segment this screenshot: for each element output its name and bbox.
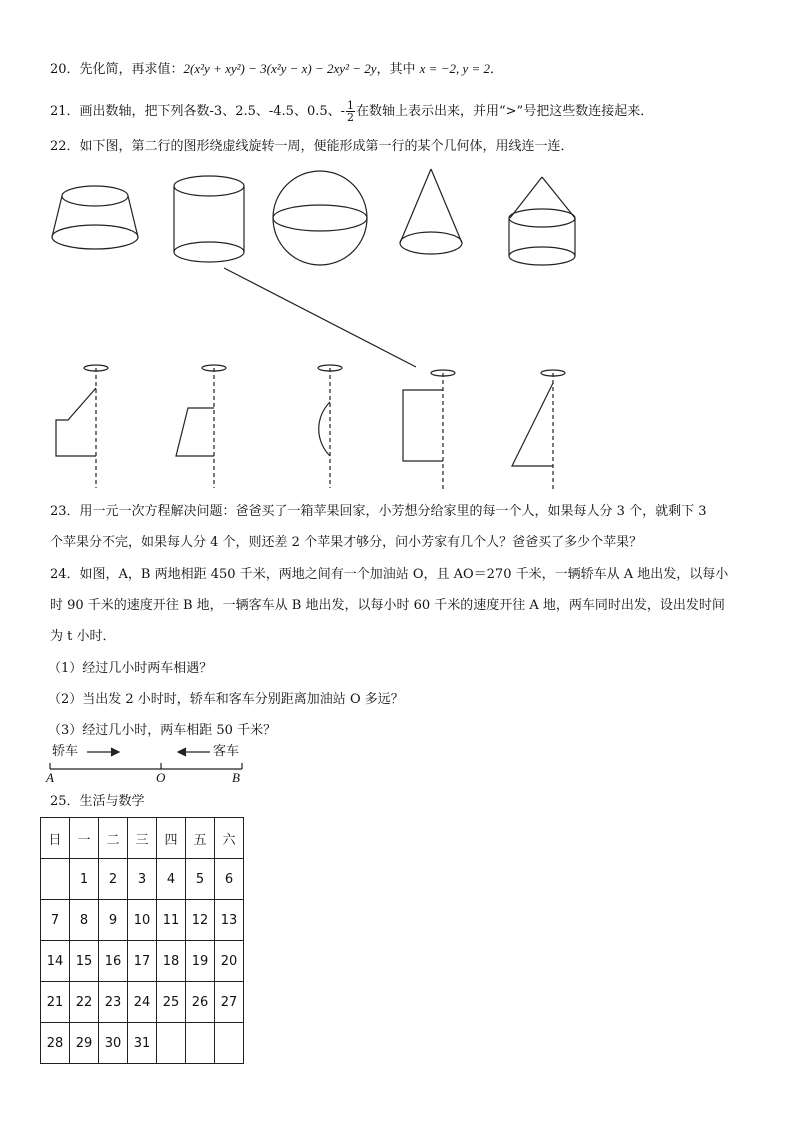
- weekday-header: 日: [41, 818, 70, 859]
- weekday-header: 四: [157, 818, 186, 859]
- q21-frac-numerator: 1: [347, 99, 355, 112]
- calendar-cell: 15: [70, 941, 99, 982]
- cone-on-cylinder-icon: [509, 177, 575, 265]
- semicircle-profile-icon: [318, 365, 342, 488]
- calendar-cell: 2: [99, 859, 128, 900]
- calendar-cell: 8: [70, 900, 99, 941]
- weekday-header: 五: [186, 818, 215, 859]
- q20-prefix: 20．先化简，再求值：: [50, 62, 184, 77]
- question-24-sub2: （2）当出发 2 小时时，轿车和客车分别距离加油站 O 多远？: [48, 692, 404, 707]
- rectangle-profile-icon: [403, 370, 455, 490]
- calendar-cell: 4: [157, 859, 186, 900]
- calendar-cell: 14: [41, 941, 70, 982]
- calendar-cell: [215, 1023, 244, 1064]
- calendar-cell: 12: [186, 900, 215, 941]
- calendar-cell: 16: [99, 941, 128, 982]
- calendar-cell: 5: [186, 859, 215, 900]
- calendar-week-row: [41, 1023, 244, 1064]
- calendar-table: [40, 817, 244, 1064]
- point-b-label: B: [232, 770, 240, 785]
- trapezoid-cone-profile-icon: [56, 365, 108, 488]
- q20-condition: x = −2, y = 2: [419, 61, 491, 76]
- car-label: 轿车: [52, 744, 79, 759]
- cylinder-icon: [174, 176, 244, 262]
- calendar-cell: 17: [128, 941, 157, 982]
- calendar-cell: 11: [157, 900, 186, 941]
- calendar-cell: 18: [157, 941, 186, 982]
- question-24-line1: 24．如图，A，B 两地相距 450 千米，两地之间有一个加油站 O，且 AO＝270 千米，一辆轿车从 A 地出发，以每小: [50, 567, 729, 582]
- cone-icon: [400, 169, 462, 254]
- sphere-icon: [273, 171, 367, 265]
- calendar-cell: 6: [215, 859, 244, 900]
- calendar-cell: 21: [41, 982, 70, 1023]
- calendar-cell: 7: [41, 900, 70, 941]
- weekday-header: 六: [215, 818, 244, 859]
- calendar-cell: 1: [70, 859, 99, 900]
- calendar-cell: 13: [215, 900, 244, 941]
- calendar-cell: 28: [41, 1023, 70, 1064]
- weekday-header: 一: [70, 818, 99, 859]
- calendar-cell: 20: [215, 941, 244, 982]
- q20-end: ．: [490, 62, 504, 77]
- triangle-profile-icon: [512, 370, 565, 492]
- calendar-cell: 9: [99, 900, 128, 941]
- calendar-cell: 31: [128, 1023, 157, 1064]
- calendar-week-row: [41, 941, 244, 982]
- calendar-cell: 3: [128, 859, 157, 900]
- question-24-sub1: （1）经过几小时两车相遇？: [48, 661, 213, 676]
- question-24-line2: 时 90 千米的速度开往 B 地，一辆客车从 B 地出发，以每小时 60 千米的速度开往 A 地，两车同时出发，设出发时间: [50, 598, 725, 613]
- calendar-cell: 29: [70, 1023, 99, 1064]
- connecting-line: [224, 268, 416, 367]
- point-o-label: O: [156, 770, 166, 785]
- calendar-cell: [41, 859, 70, 900]
- calendar-cell: 25: [157, 982, 186, 1023]
- q21-suffix: 在数轴上表示出来，并用“>”号把这些数连接起来．: [356, 104, 654, 119]
- calendar-cell: 22: [70, 982, 99, 1023]
- calendar-week-row: [41, 900, 244, 941]
- calendar-header-row: [41, 818, 244, 859]
- trapezoid-profile-icon: [176, 365, 226, 488]
- calendar-week-row: [41, 859, 244, 900]
- point-a-label: A: [46, 770, 54, 785]
- calendar-cell: 24: [128, 982, 157, 1023]
- weekday-header: 三: [128, 818, 157, 859]
- calendar-cell: 10: [128, 900, 157, 941]
- calendar-cell: 27: [215, 982, 244, 1023]
- bus-label: 客车: [213, 744, 240, 759]
- q21-prefix: 21．画出数轴，把下列各数-3、2.5、-4.5、0.5、-: [50, 104, 346, 119]
- frustum-icon: [52, 186, 138, 249]
- calendar-cell: 30: [99, 1023, 128, 1064]
- calendar-cell: 19: [186, 941, 215, 982]
- q20-expression: 2(x²y + xy²) − 3(x²y − x) − 2xy² − 2y: [183, 61, 377, 76]
- calendar-cell: 23: [99, 982, 128, 1023]
- calendar-cell: 26: [186, 982, 215, 1023]
- question-22: 22．如下图，第二行的图形绕虚线旋转一周，便能形成第一行的某个几何体，用线连一连．: [50, 139, 574, 154]
- question-23-line1: 23．用一元一次方程解决问题：爸爸买了一箱苹果回家，小芳想分给家里的每一个人，如果每人分 3 个，就剩下 3: [50, 504, 707, 519]
- weekday-header: 二: [99, 818, 128, 859]
- calendar-cell: [157, 1023, 186, 1064]
- calendar-week-row: [41, 982, 244, 1023]
- calendar-cell: [186, 1023, 215, 1064]
- question-23-line2: 个苹果分不完，如果每人分 4 个，则还差 2 个苹果才够分，问小芳家有几个人？爸爸买了多少个苹果？: [50, 535, 643, 550]
- q20-mid: ，其中: [376, 62, 420, 77]
- question-25-title: 25．生活与数学: [50, 794, 145, 809]
- question-24-line3: 为 t 小时．: [50, 629, 116, 644]
- q21-frac-denominator: 2: [347, 111, 355, 124]
- question-24-sub3: （3）经过几小时，两车相距 50 千米？: [48, 723, 277, 738]
